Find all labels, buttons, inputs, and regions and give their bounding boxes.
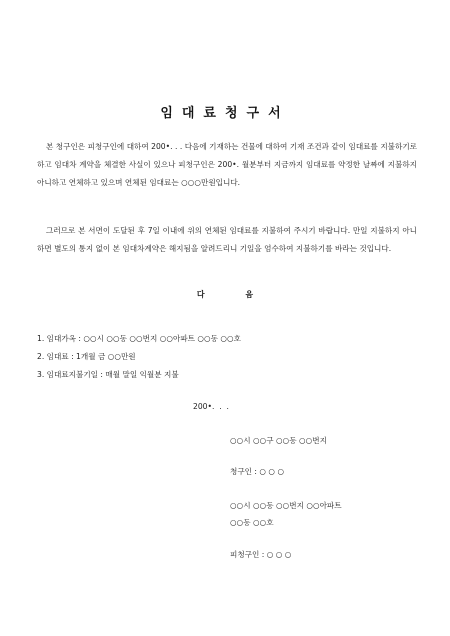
date-line: 200•. . . xyxy=(193,402,229,411)
respondent-name: 피청구인 : ○ ○ ○ xyxy=(230,550,292,559)
list-item-rental-property: 1. 임대가옥 : ○○시 ○○동 ○○번지 ○○아파트 ○○동 ○○호 xyxy=(37,334,241,343)
document-title: 임대료청구서 xyxy=(160,106,290,121)
item-list xyxy=(37,330,417,384)
list-item-rent-amount: 2. 임대료 : 1개월 금 ○○만원 xyxy=(37,352,136,361)
claimant-name: 청구인 : ○ ○ ○ xyxy=(230,467,285,476)
respondent-address-line-1: ○○시 ○○동 ○○번지 ○○아파트 xyxy=(230,501,342,510)
paragraph-demand: 그러므로 본 서면이 도달된 후 7일 이내에 위의 연체된 임대료를 지불하여 주시기 바랍니다. 만일 지불하지 아니하면 별도의 통지 없이 본 임대차계약은 해지됨을 알려드리니 기일을 엄수하여 지불하기를 바라는 것입니다. xyxy=(37,226,417,253)
list-item-payment-date: 3. 임대료지불기일 : 매월 말일 익월분 지불 xyxy=(37,370,179,379)
claimant-address: ○○시 ○○구 ○○동 ○○번지 xyxy=(230,436,327,445)
paragraph-claim: 본 청구인은 피청구인에 대하여 200•. . . 다음에 기재하는 건물에 대하여 기재 조건과 같이 임대료를 지불하기로 하고 임대차 계약을 체결한 사실이 있으나 피청구인은 200•. 월분부터 지금까지 임대료를 약정한 날짜에 지불하지 아니하고 연체하고 있으며 연체된 임대료는 ○○○만원입니다. xyxy=(37,142,417,187)
respondent-address-line-2: ○○동 ○○호 xyxy=(230,518,274,527)
notice-heading: 다 음 xyxy=(196,290,254,299)
